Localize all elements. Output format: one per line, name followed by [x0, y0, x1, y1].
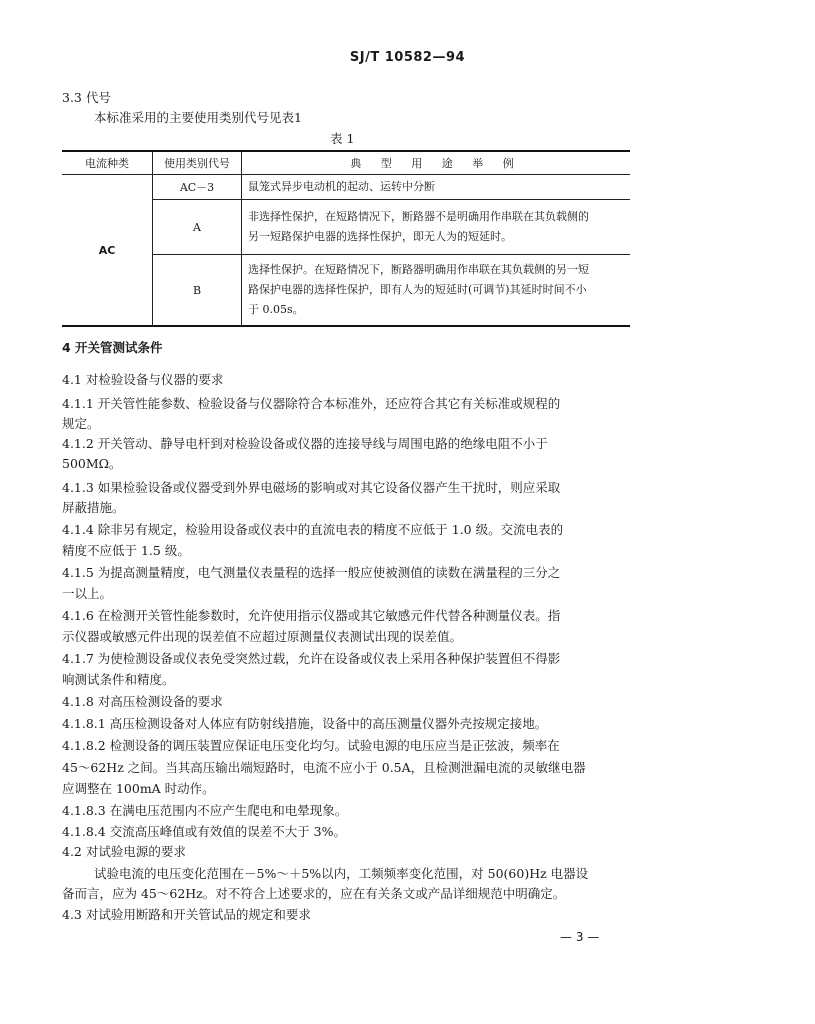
section-3-3-title: 3.3 代号 [62, 90, 111, 105]
page-number: — 3 — [560, 930, 600, 944]
body-line: 试验电流的电压变化范围在－5%～＋5%以内，工频频率变化范围，对 50(60)Hz 电器设 [94, 866, 589, 881]
table-cell-description [242, 255, 631, 327]
body-line: 屏蔽措施。 [62, 500, 125, 515]
section-4-3-heading: 4.3 对试验用断路和开关管试品的规定和要求 [62, 907, 311, 922]
body-line: 500MΩ。 [62, 456, 122, 471]
body-line: 应调整在 100mA 时动作。 [62, 781, 215, 796]
table-cell-description [242, 200, 631, 255]
table-cell-code: B [153, 255, 242, 327]
body-line: 4.1.8.2 检测设备的调压装置应保证电压变化均匀。试验电源的电压应当是正弦波，频率在 [62, 738, 560, 753]
standard-code-header: SJ/T 10582—94 [349, 50, 466, 65]
section-4-1-8-heading: 4.1.8 对高压检测设备的要求 [62, 694, 223, 709]
description-line: 非选择性保护，在短路情况下，断路器不是明确用作串联在其负载侧的 [248, 210, 589, 223]
body-line: 4.1.8.1 高压检测设备对人体应有防射线措施，设备中的高压测量仪器外壳按规定接地。 [62, 716, 548, 731]
table-header-code: 使用类别代号 [153, 151, 242, 175]
body-line: 4.1.8.4 交流高压峰值或有效值的误差不大于 3%。 [62, 824, 347, 839]
body-line: 精度不应低于 1.5 级。 [62, 543, 190, 558]
section-4-2-heading: 4.2 对试验电源的要求 [62, 844, 186, 859]
body-line: 4.1.3 如果检验设备或仪器受到外界电磁场的影响或对其它设备仪器产生干扰时，则应采取 [62, 480, 561, 495]
description-line: 另一短路保护电器的选择性保护，即无人为的短延时。 [248, 230, 512, 243]
body-line: 响测试条件和精度。 [62, 672, 175, 687]
description-line: 选择性保护。在短路情况下，断路器明确用作串联在其负载侧的另一短 [248, 263, 589, 276]
body-line: 4.1.7 为使检测设备或仪表免受突然过载，允许在设备或仪表上采用各种保护装置但不得影 [62, 651, 561, 666]
body-line: 备而言，应为 45～62Hz。对不符合上述要求的，应在有关条文或产品详细规范中明确定。 [62, 886, 566, 901]
body-line: 一以上。 [62, 586, 113, 601]
table-row [62, 175, 630, 200]
body-line: 4.1.8.3 在满电压范围内不应产生爬电和电晕现象。 [62, 803, 348, 818]
table-title: 表 1 [330, 131, 355, 146]
body-line: 4.1.2 开关管动、静导电杆到对检验设备或仪器的连接导线与周围电路的绝缘电阻不小于 [62, 436, 548, 451]
section-3-3-intro: 本标准采用的主要使用类别代号见表1 [94, 110, 302, 125]
table-cell-code: AC－3 [153, 175, 242, 200]
body-line: 4.1.1 开关管性能参数、检验设备与仪器除符合本标准外，还应符合其它有关标准或规程的 [62, 396, 561, 411]
table-cell-code: A [153, 200, 242, 255]
body-line: 4.1.6 在检测开关管性能参数时，允许使用指示仪器或其它敏感元件代替各种测量仪表。指 [62, 608, 561, 623]
table-header-current-type: 电流种类 [62, 151, 153, 175]
description-line: 鼠笼式异步电动机的起动、运转中分断 [248, 180, 435, 193]
section-4-1-heading: 4.1 对检验设备与仪器的要求 [62, 372, 224, 387]
description-line: 于 0.05s。 [248, 303, 304, 316]
body-line: 规定。 [62, 416, 100, 431]
table-header-usage: 典 型 用 途 举 例 [242, 151, 631, 175]
body-line: 4.1.4 除非另有规定，检验用设备或仪表中的直流电表的精度不应低于 1.0 级。交流电表的 [62, 522, 564, 537]
body-line: 4.1.5 为提高测量精度，电气测量仪表量程的选择一般应使被测值的读数在满量程的三分之 [62, 565, 561, 580]
table-cell-current-type: AC [62, 175, 153, 327]
usage-category-table [62, 150, 630, 327]
table-cell-description [242, 175, 631, 200]
description-line: 路保护电器的选择性保护，即有人为的短延时(可调节)其延时时间不小 [248, 283, 587, 296]
body-line: 示仪器或敏感元件出现的误差值不应超过原测量仪表测试出现的误差值。 [62, 629, 463, 644]
section-4-heading: 4 开关管测试条件 [62, 340, 163, 355]
body-line: 45～62Hz 之间。当其高压输出端短路时，电流不应小于 0.5A，且检测泄漏电流的灵敏继电器 [62, 760, 586, 775]
table-header-row [62, 151, 630, 175]
